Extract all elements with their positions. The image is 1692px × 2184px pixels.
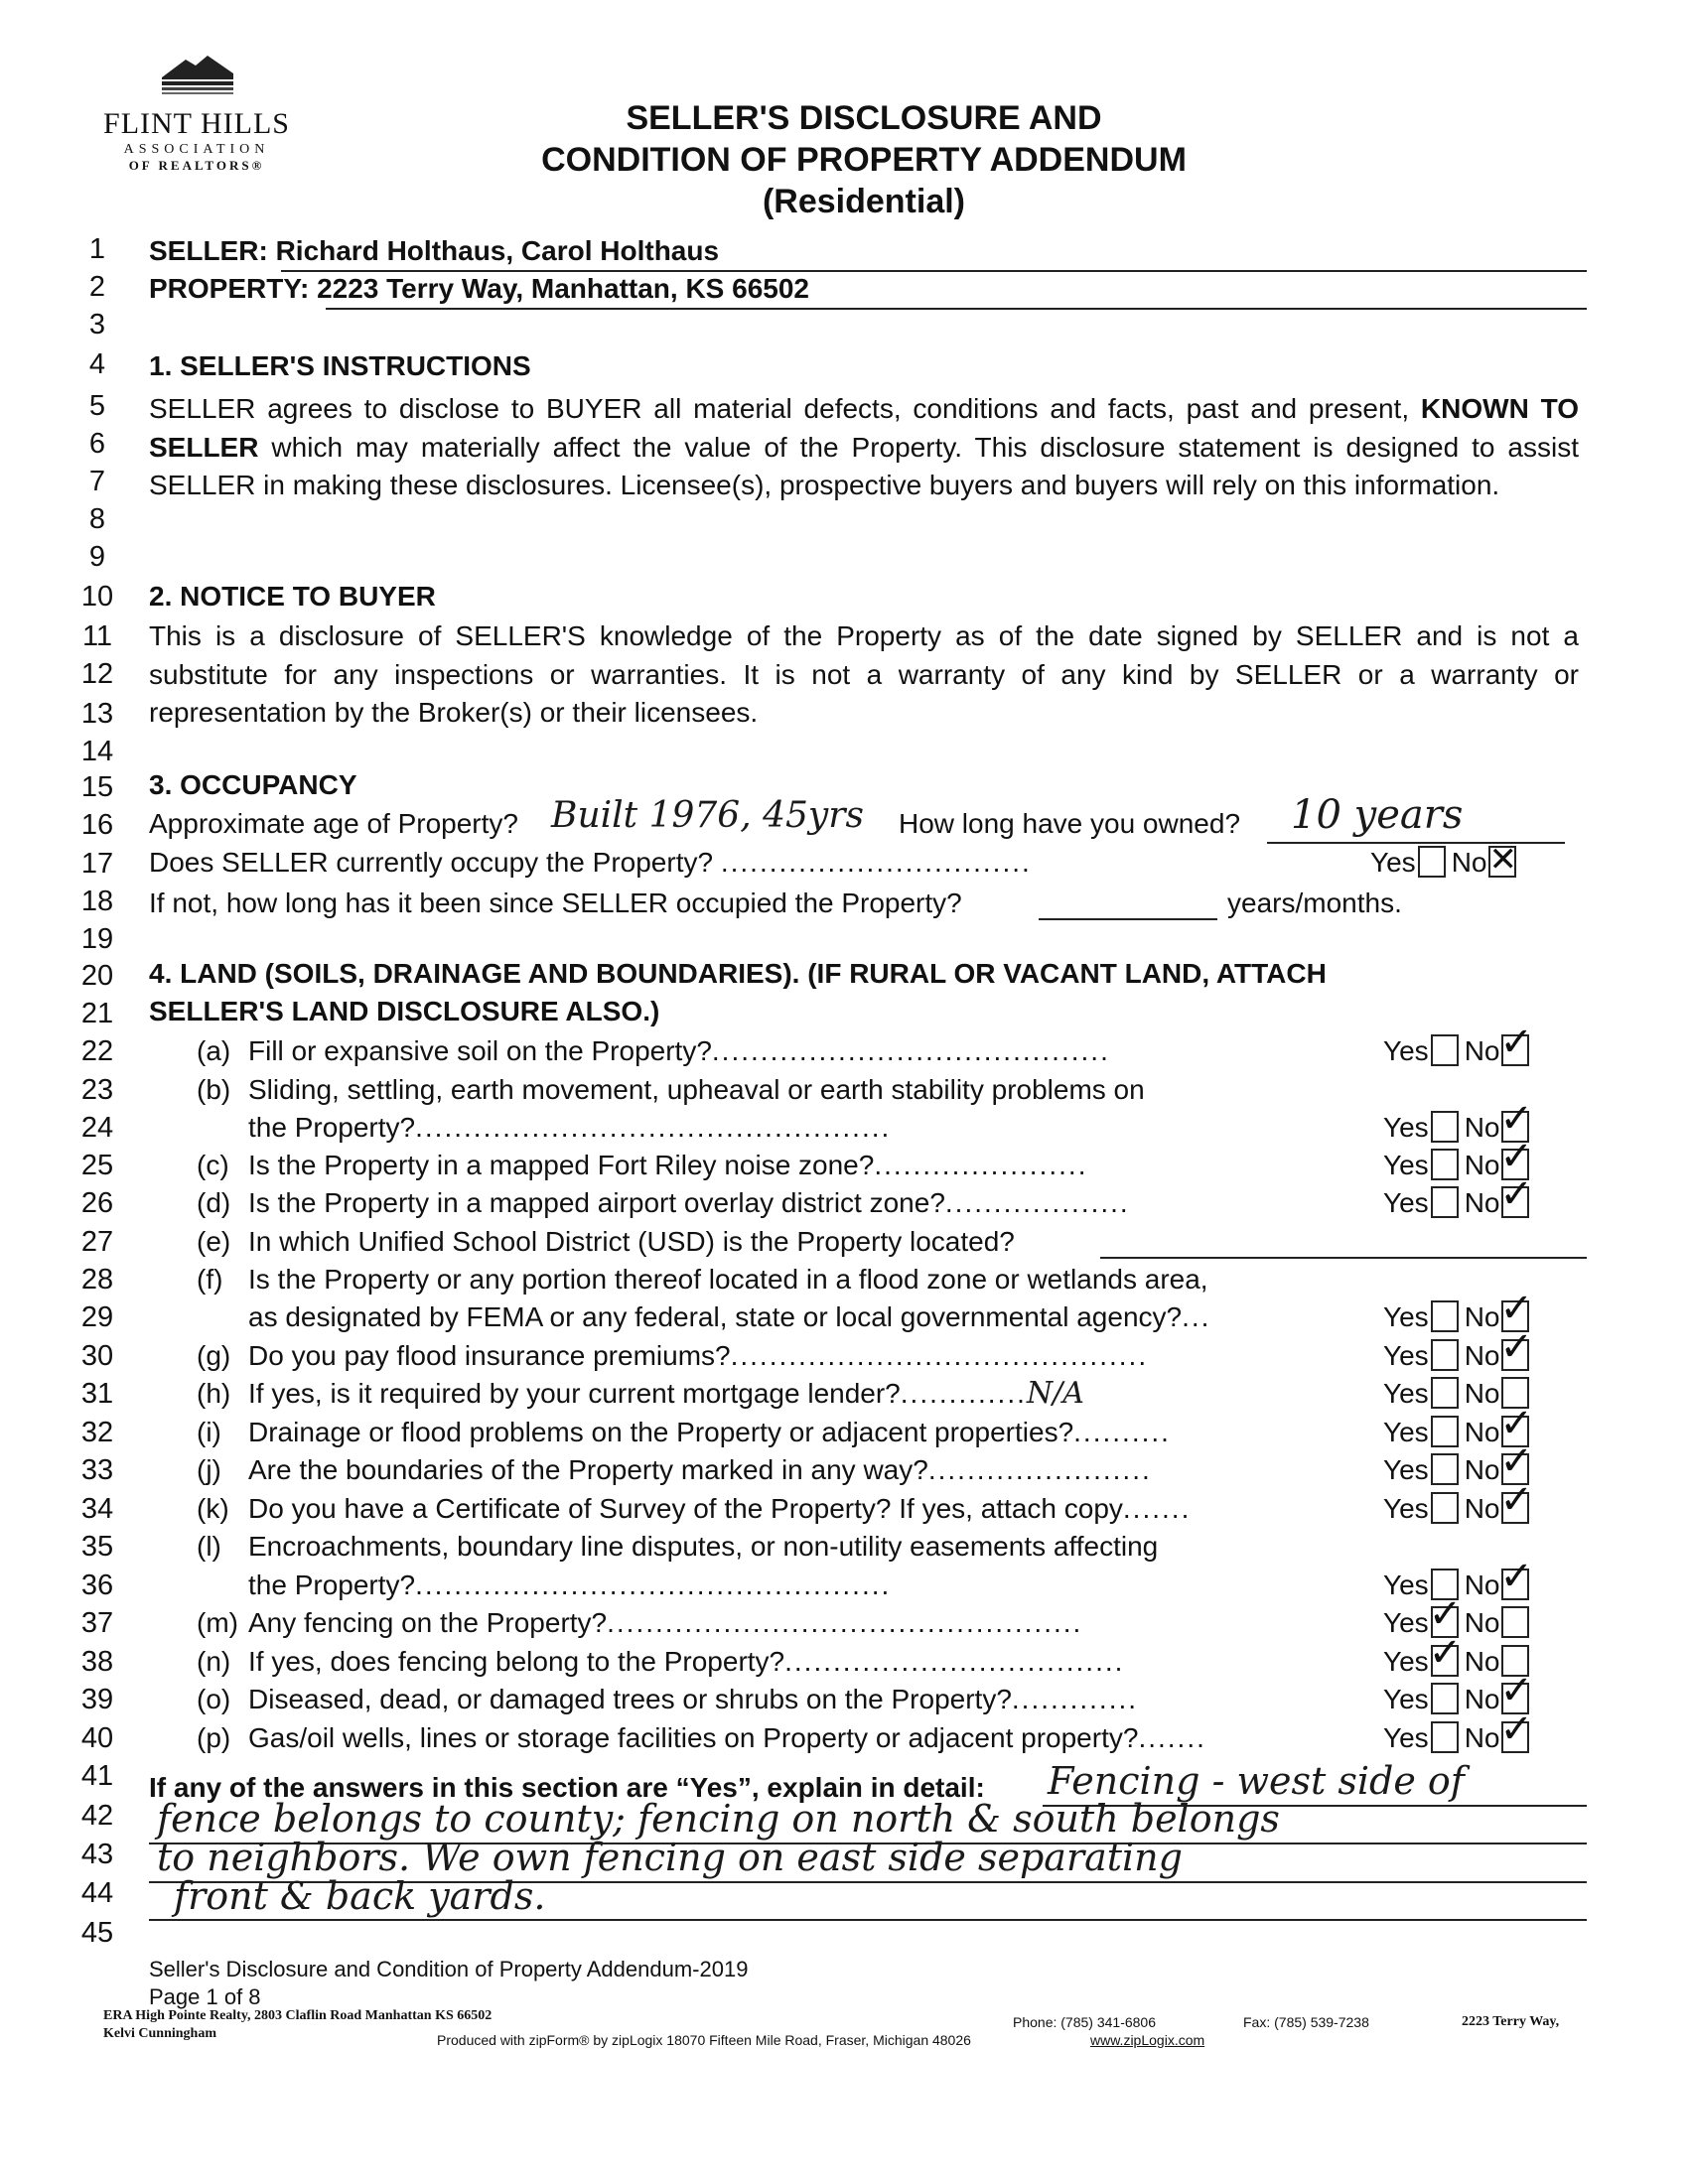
question-text: Any fencing on the Property? xyxy=(248,1607,608,1638)
check-mark-icon: ✓ xyxy=(1499,1668,1533,1713)
line-number: 15 xyxy=(80,771,114,803)
occupy-no-label: No xyxy=(1451,847,1487,878)
yes-checkbox[interactable] xyxy=(1431,1034,1459,1066)
yes-label: Yes xyxy=(1383,1684,1429,1714)
line-number: 8 xyxy=(88,503,106,535)
line-number: 17 xyxy=(80,848,114,880)
line-number: 7 xyxy=(88,466,106,497)
leader-dots: ....... xyxy=(1122,1493,1192,1524)
no-label: No xyxy=(1464,1340,1500,1371)
check-mark-icon: ✓ xyxy=(1499,1286,1533,1331)
section3-heading: 3. OCCUPANCY xyxy=(149,769,357,800)
no-checkbox[interactable] xyxy=(1499,1706,1533,1753)
section1-text xyxy=(149,390,1579,505)
yes-no-group xyxy=(1383,1324,1535,1375)
question-label: (k) xyxy=(197,1493,229,1524)
line-number: 22 xyxy=(80,1035,114,1067)
explain-label: If any of the answers in this section are “Yes”, explain in detail: xyxy=(149,1772,985,1803)
line-number: 38 xyxy=(80,1646,114,1678)
property-label: PROPERTY: xyxy=(149,273,310,304)
check-mark-icon: ✓ xyxy=(1499,1706,1533,1752)
property-underline xyxy=(326,308,1587,310)
check-mark-icon: ✓ xyxy=(1428,1630,1463,1676)
leader-dots: .......... xyxy=(1073,1417,1171,1447)
line-number: 1 xyxy=(88,233,106,265)
yes-label: Yes xyxy=(1383,1570,1429,1600)
no-checkbox[interactable] xyxy=(1499,1020,1533,1066)
footer-agent: Kelvi Cunningham xyxy=(103,2026,216,2041)
line-number: 24 xyxy=(80,1112,114,1144)
no-label: No xyxy=(1464,1378,1500,1409)
footer-phone: Phone: (785) 341-6806 xyxy=(1013,2014,1156,2030)
question-label: (b) xyxy=(197,1074,231,1105)
logo-realtors: OF REALTORS® xyxy=(128,158,265,173)
question-row xyxy=(197,1184,1130,1222)
line-number: 12 xyxy=(80,658,114,690)
line-number: 13 xyxy=(80,698,114,730)
yes-no-group xyxy=(1383,1477,1535,1528)
occupy-yes-label: Yes xyxy=(1370,847,1416,878)
question-label: (o) xyxy=(197,1684,231,1714)
yes-label: Yes xyxy=(1383,1722,1429,1753)
leader-dots: ....................... xyxy=(927,1454,1152,1485)
line-number: 16 xyxy=(80,809,114,841)
footer-address: 2223 Terry Way, xyxy=(1462,2014,1560,2029)
question-label: (p) xyxy=(197,1722,231,1753)
line-number: 32 xyxy=(80,1417,114,1448)
line-number: 18 xyxy=(80,886,114,917)
leader-dots: ........................................... xyxy=(730,1340,1149,1371)
question-text: In which Unified School District (USD) is the Property located? xyxy=(248,1226,1015,1257)
yes-label: Yes xyxy=(1383,1646,1429,1677)
age-answer[interactable]: Built 1976, 45yrs xyxy=(551,795,864,836)
question-continuation xyxy=(248,1567,891,1604)
title-line-1: SELLER'S DISCLOSURE AND xyxy=(626,99,1102,137)
section1-heading: 1. SELLER'S INSTRUCTIONS xyxy=(149,350,531,381)
no-label: No xyxy=(1464,1301,1500,1332)
no-label: No xyxy=(1464,1417,1500,1447)
line-number: 9 xyxy=(88,541,106,573)
line-number: 27 xyxy=(80,1226,114,1258)
yes-no-group xyxy=(1383,1171,1535,1222)
line-number: 21 xyxy=(80,998,114,1029)
question-text: Gas/oil wells, lines or storage facilities on Property or adjacent property? xyxy=(248,1722,1139,1753)
check-mark-icon: ✓ xyxy=(1499,1096,1533,1142)
title-line-2: CONDITION OF PROPERTY ADDENDUM xyxy=(541,141,1187,179)
line-number: 3 xyxy=(88,309,106,341)
line-number: 4 xyxy=(88,348,106,380)
line-number: 45 xyxy=(80,1917,114,1949)
question-row xyxy=(197,1681,1138,1718)
yes-label: Yes xyxy=(1383,1112,1429,1143)
yes-label: Yes xyxy=(1383,1493,1429,1524)
explain-line-4[interactable]: front & back yards. xyxy=(174,1874,546,1918)
yes-label: Yes xyxy=(1383,1454,1429,1485)
leader-dots: ................................................. xyxy=(607,1607,1083,1638)
no-label: No xyxy=(1464,1187,1500,1218)
question-text: Is the Property or any portion thereof located in a flood zone or wetlands area, xyxy=(248,1264,1208,1295)
footer-website[interactable]: www.zipLogix.com xyxy=(1090,2032,1205,2048)
question-continuation xyxy=(248,1109,891,1147)
yes-checkbox[interactable] xyxy=(1431,1492,1459,1524)
hills-logo-icon xyxy=(152,52,241,103)
check-mark-icon: ✓ xyxy=(1499,1554,1533,1599)
section4-heading-1: 4. LAND (SOILS, DRAINAGE AND BOUNDARIES). (IF RURAL OR VACANT LAND, ATTACH xyxy=(149,958,1327,989)
leader-dots: ... xyxy=(1182,1301,1211,1332)
seller-row xyxy=(149,232,719,270)
question-text: If yes, does fencing belong to the Property? xyxy=(248,1646,785,1677)
seller-value[interactable]: Richard Holthaus, Carol Holthaus xyxy=(275,235,720,266)
yes-checkbox[interactable] xyxy=(1431,1377,1459,1409)
line-number: 19 xyxy=(80,923,114,955)
footer-fax: Fax: (785) 539-7238 xyxy=(1243,2014,1369,2030)
line-number: 10 xyxy=(80,581,114,613)
yes-checkbox[interactable] xyxy=(1431,1683,1459,1714)
question-row xyxy=(197,1490,1191,1528)
leader-dots: ............. xyxy=(900,1378,1027,1409)
yes-label: Yes xyxy=(1383,1150,1429,1180)
section1-text-b: which may materially affect the value of the Property. This disclosure statement is designed to assist SELLER in making these disclosures. Licensee(s), prospective buyers and buyers will rely on this information. xyxy=(149,431,1579,500)
age-question: Approximate age of Property? xyxy=(149,808,518,839)
age-question-row xyxy=(149,805,518,843)
line-number: 44 xyxy=(80,1877,114,1909)
not-occupied-unit: years/months. xyxy=(1227,887,1402,918)
no-label: No xyxy=(1464,1035,1500,1066)
question-text: Is the Property in a mapped airport overlay district zone? xyxy=(248,1187,945,1218)
no-label: No xyxy=(1464,1112,1500,1143)
question-row xyxy=(197,1643,1124,1681)
footer-broker: ERA High Pointe Realty, 2803 Claflin Road Manhattan KS 66502 xyxy=(103,2008,493,2023)
yes-no-group xyxy=(1383,1020,1535,1070)
yes-checkbox[interactable] xyxy=(1428,1630,1463,1677)
question-text: Encroachments, boundary line disputes, or non-utility easements affecting xyxy=(248,1531,1159,1562)
occupy-no-x-mark: ✕ xyxy=(1488,840,1517,880)
property-value[interactable]: 2223 Terry Way, Manhattan, KS 66502 xyxy=(317,273,809,304)
question-row xyxy=(197,1147,1087,1184)
leader-dots: ...................... xyxy=(874,1150,1088,1180)
occupy-yes-checkbox[interactable] xyxy=(1418,846,1446,878)
question-continuation-text: the Property? xyxy=(248,1112,416,1143)
line-number: 43 xyxy=(80,1839,114,1870)
section1-bold: KNOWN TO SELLER xyxy=(149,393,1579,463)
explain-line-2[interactable]: fence belongs to county; fencing on north & south belongs xyxy=(157,1797,1280,1841)
no-label: No xyxy=(1464,1607,1500,1638)
question-row xyxy=(197,1261,1208,1298)
check-mark-icon: ✓ xyxy=(1499,1438,1533,1484)
check-mark-icon: ✓ xyxy=(1499,1134,1533,1179)
line-number: 26 xyxy=(80,1187,114,1219)
title-line-3: (Residential) xyxy=(762,183,966,220)
yes-checkbox[interactable] xyxy=(1431,1339,1459,1371)
line-number: 23 xyxy=(80,1074,114,1106)
usd-answer-blank[interactable] xyxy=(1100,1257,1587,1259)
no-label: No xyxy=(1464,1646,1500,1677)
question-text: Sliding, settling, earth movement, upheaval or earth stability problems on xyxy=(248,1074,1145,1105)
logo-association: ASSOCIATION xyxy=(123,142,270,157)
line-number: 20 xyxy=(80,960,114,992)
yes-checkbox[interactable] xyxy=(1431,1453,1459,1485)
line-number: 29 xyxy=(80,1301,114,1333)
question-continuation xyxy=(248,1298,1210,1336)
explain-underline-4 xyxy=(149,1919,1587,1921)
question-label: (l) xyxy=(197,1531,221,1562)
yes-checkbox[interactable] xyxy=(1431,1416,1459,1447)
section2-heading: 2. NOTICE TO BUYER xyxy=(149,581,436,612)
check-mark-icon: ✓ xyxy=(1499,1477,1533,1523)
question-label: (a) xyxy=(197,1035,231,1066)
section1-text-a: SELLER agrees to disclose to BUYER all material defects, conditions and facts, past and present, xyxy=(149,393,1410,424)
line-number: 36 xyxy=(80,1570,114,1601)
not-occupied-row xyxy=(149,885,962,922)
no-checkbox[interactable] xyxy=(1501,1606,1529,1638)
logo-name: FLINT HILLS xyxy=(103,107,290,140)
question-row xyxy=(197,1337,1148,1375)
leader-dots: ................... xyxy=(944,1187,1130,1218)
no-label: No xyxy=(1464,1722,1500,1753)
no-checkbox[interactable] xyxy=(1499,1554,1533,1600)
line-number: 40 xyxy=(80,1722,114,1754)
no-checkbox[interactable] xyxy=(1499,1477,1533,1524)
yes-label: Yes xyxy=(1383,1187,1429,1218)
leader-dots: ......................................... xyxy=(711,1035,1110,1066)
question-row xyxy=(197,1414,1171,1451)
question-row xyxy=(197,1528,1158,1566)
owned-question: How long have you owned? xyxy=(899,808,1241,839)
yes-label: Yes xyxy=(1383,1607,1429,1638)
document-title xyxy=(437,97,1291,222)
yes-label: Yes xyxy=(1383,1417,1429,1447)
line-number: 11 xyxy=(81,620,113,652)
check-mark-icon: ✓ xyxy=(1499,1324,1533,1370)
question-label: (i) xyxy=(197,1417,221,1447)
line-number: 6 xyxy=(88,428,106,460)
leader-dots: ....... xyxy=(1138,1722,1206,1753)
check-mark-icon: ✓ xyxy=(1428,1591,1463,1637)
yes-checkbox[interactable] xyxy=(1431,1300,1459,1332)
line-number: 2 xyxy=(88,271,106,303)
question-text: If yes, is it required by your current mortgage lender? xyxy=(248,1378,901,1409)
occupy-row xyxy=(149,844,1032,882)
yes-label: Yes xyxy=(1383,1301,1429,1332)
property-row xyxy=(149,270,809,308)
question-row xyxy=(197,1375,1084,1413)
line-number: 28 xyxy=(80,1264,114,1296)
question-text: Do you pay flood insurance premiums? xyxy=(248,1340,731,1371)
line-number: 41 xyxy=(80,1760,114,1792)
no-label: No xyxy=(1464,1493,1500,1524)
not-occupied-question: If not, how long has it been since SELLER occupied the Property? xyxy=(149,887,962,918)
question-label: (e) xyxy=(197,1226,231,1257)
question-label: (g) xyxy=(197,1340,231,1371)
explain-line-3[interactable]: to neighbors. We own fencing on east side separating xyxy=(157,1836,1183,1879)
question-label: (m) xyxy=(197,1607,238,1638)
leader-dots: ................................................. xyxy=(415,1570,892,1600)
question-row xyxy=(197,1451,1152,1489)
not-occupied-blank[interactable] xyxy=(1039,918,1217,920)
yes-no-group xyxy=(1383,1706,1535,1757)
question-label: (f) xyxy=(197,1264,223,1295)
occupy-answers xyxy=(1370,840,1522,882)
question-label: (n) xyxy=(197,1646,231,1677)
section4-heading-2: SELLER'S LAND DISCLOSURE ALSO.) xyxy=(149,996,660,1026)
question-continuation-text: the Property? xyxy=(248,1570,416,1600)
question-label: (h) xyxy=(197,1378,231,1409)
section2-text: This is a disclosure of SELLER'S knowledge of the Property as of the date signed by SELLER and is not a substitute for any inspections or warranties. It is not a warranty of any kind by SELLER or a warranty or representation by the Broker(s) or their licensees. xyxy=(149,620,1579,728)
check-mark-icon: ✓ xyxy=(1499,1171,1533,1217)
question-label: (j) xyxy=(197,1454,221,1485)
line-number: 33 xyxy=(80,1454,114,1486)
question-text: Is the Property in a mapped Fort Riley noise zone? xyxy=(248,1150,875,1180)
seller-label: SELLER: xyxy=(149,235,268,266)
question-label: (c) xyxy=(197,1150,229,1180)
footer-produced: Produced with zipForm® by zipLogix 18070 Fifteen Mile Road, Fraser, Michigan 48026 xyxy=(437,2032,971,2048)
yes-label: Yes xyxy=(1383,1340,1429,1371)
question-row xyxy=(197,1223,1015,1261)
line-number: 37 xyxy=(80,1607,114,1639)
question-continuation-text: as designated by FEMA or any federal, state or local governmental agency? xyxy=(248,1301,1183,1332)
check-mark-icon: ✓ xyxy=(1499,1020,1533,1065)
no-label: No xyxy=(1464,1150,1500,1180)
question-row xyxy=(197,1071,1145,1109)
occupy-question: Does SELLER currently occupy the Property? xyxy=(149,847,714,878)
handwritten-note: N/A xyxy=(1026,1376,1084,1411)
yes-label: Yes xyxy=(1383,1035,1429,1066)
no-checkbox[interactable] xyxy=(1499,1171,1533,1218)
line-number: 34 xyxy=(80,1493,114,1525)
no-label: No xyxy=(1464,1454,1500,1485)
line-number: 14 xyxy=(80,736,114,767)
line-number: 25 xyxy=(80,1150,114,1181)
line-number: 35 xyxy=(80,1531,114,1563)
no-checkbox[interactable] xyxy=(1499,1324,1533,1371)
check-mark-icon: ✓ xyxy=(1499,1401,1533,1446)
no-label: No xyxy=(1464,1684,1500,1714)
question-text: Do you have a Certificate of Survey of the Property? If yes, attach copy xyxy=(248,1493,1123,1524)
yes-label: Yes xyxy=(1383,1378,1429,1409)
line-number: 42 xyxy=(80,1800,114,1832)
explain-line-1[interactable]: Fencing - west side of xyxy=(1048,1759,1465,1803)
question-row xyxy=(197,1032,1110,1070)
occupy-dots: ................................ xyxy=(720,847,1032,878)
no-label: No xyxy=(1464,1570,1500,1600)
line-number: 31 xyxy=(80,1378,114,1410)
question-row xyxy=(197,1604,1082,1642)
question-row xyxy=(197,1719,1206,1757)
association-logo xyxy=(87,52,306,173)
yes-checkbox[interactable] xyxy=(1431,1721,1459,1753)
yes-checkbox[interactable] xyxy=(1431,1149,1459,1180)
yes-checkbox[interactable] xyxy=(1431,1111,1459,1143)
question-text: Drainage or flood problems on the Property or adjacent properties? xyxy=(248,1417,1074,1447)
question-text: Fill or expansive soil on the Property? xyxy=(248,1035,712,1066)
owned-answer[interactable]: 10 years xyxy=(1291,792,1464,838)
leader-dots: ................................... xyxy=(784,1646,1125,1677)
footer-page: Page 1 of 8 xyxy=(149,1984,261,2009)
line-number: 5 xyxy=(88,390,106,422)
question-text: Are the boundaries of the Property marked in any way? xyxy=(248,1454,928,1485)
footer-form-name: Seller's Disclosure and Condition of Property Addendum-2019 xyxy=(149,1957,749,1981)
occupy-no-checkbox[interactable] xyxy=(1488,840,1517,880)
leader-dots: ................................................. xyxy=(415,1112,892,1143)
question-text: Diseased, dead, or damaged trees or shrubs on the Property? xyxy=(248,1684,1012,1714)
yes-checkbox[interactable] xyxy=(1431,1186,1459,1218)
line-number: 39 xyxy=(80,1684,114,1715)
leader-dots: ............. xyxy=(1011,1684,1139,1714)
line-number: 30 xyxy=(80,1340,114,1372)
question-label: (d) xyxy=(197,1187,231,1218)
